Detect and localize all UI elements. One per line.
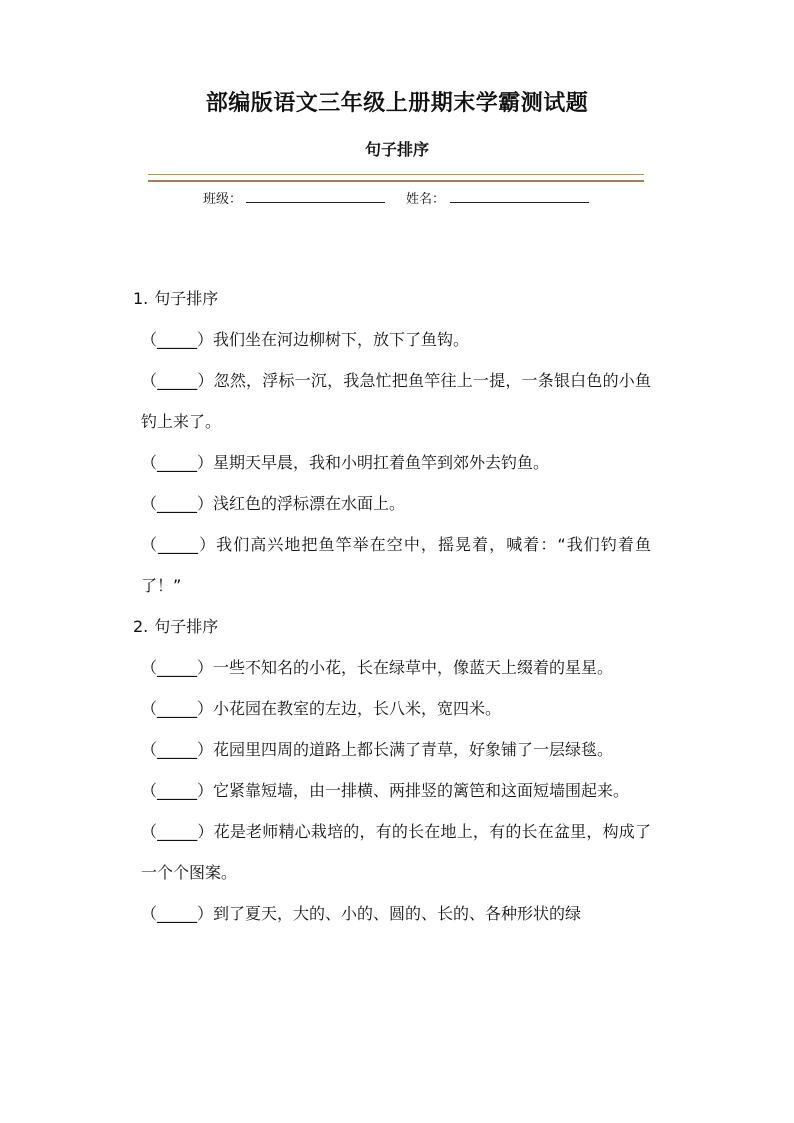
sentence-item[interactable]: （_____）它紧靠短墙，由一排横、两排竖的篱笆和这面短墙围起来。 xyxy=(141,781,630,800)
sentence-item[interactable]: （_____）花园里四周的道路上都长满了青草，好象铺了一层绿毯。 xyxy=(141,740,614,759)
question-title: 句子排序 xyxy=(154,289,219,308)
question-number: 1. xyxy=(133,289,149,308)
sentence-item[interactable]: （_____）到了夏天，大的、小的、圆的、长的、各种形状的绿 xyxy=(141,904,582,923)
header-divider-bottom xyxy=(148,180,644,182)
sentence-item[interactable]: （_____）忽然，浮标一沉，我急忙把鱼竿往上一提，一条银白色的小鱼钓上来了。 xyxy=(141,371,651,431)
sentence-item[interactable]: （_____）一些不知名的小花，长在绿草中，像蓝天上缀着的星星。 xyxy=(141,658,614,677)
question-number: 2. xyxy=(133,617,149,636)
sentence-item[interactable]: （_____）花是老师精心栽培的，有的长在地上，有的长在盆里，构成了一个个图案。 xyxy=(141,822,651,882)
sentence-item[interactable]: （_____）星期天早晨，我和小明扛着鱼竿到郊外去钓鱼。 xyxy=(141,453,550,472)
name-fill-line[interactable] xyxy=(450,202,589,203)
question-title: 句子排序 xyxy=(154,617,219,636)
student-info-row xyxy=(0,186,794,208)
class-fill-line[interactable] xyxy=(246,202,385,203)
questions-area xyxy=(133,278,651,934)
sentence-item[interactable]: （_____）小花园在教室的左边，长八米，宽四米。 xyxy=(141,699,502,718)
sentence-item[interactable]: （_____）我们高兴地把鱼竿举在空中，摇晃着，喊着：“我们钓着鱼了！” xyxy=(141,535,651,595)
sentence-item[interactable]: （_____）浅红色的浮标漂在水面上。 xyxy=(141,494,406,513)
question-heading xyxy=(133,606,651,647)
sentence-item[interactable]: （_____）我们坐在河边柳树下，放下了鱼钩。 xyxy=(141,330,470,349)
class-label: 班级： xyxy=(203,192,243,207)
page-subtitle: 句子排序 xyxy=(364,140,429,159)
header-divider-top xyxy=(148,174,644,175)
name-label: 姓名： xyxy=(406,192,446,207)
question-heading xyxy=(133,278,651,319)
page-title: 部编版语文三年级上册期末学霸测试题 xyxy=(205,90,589,116)
